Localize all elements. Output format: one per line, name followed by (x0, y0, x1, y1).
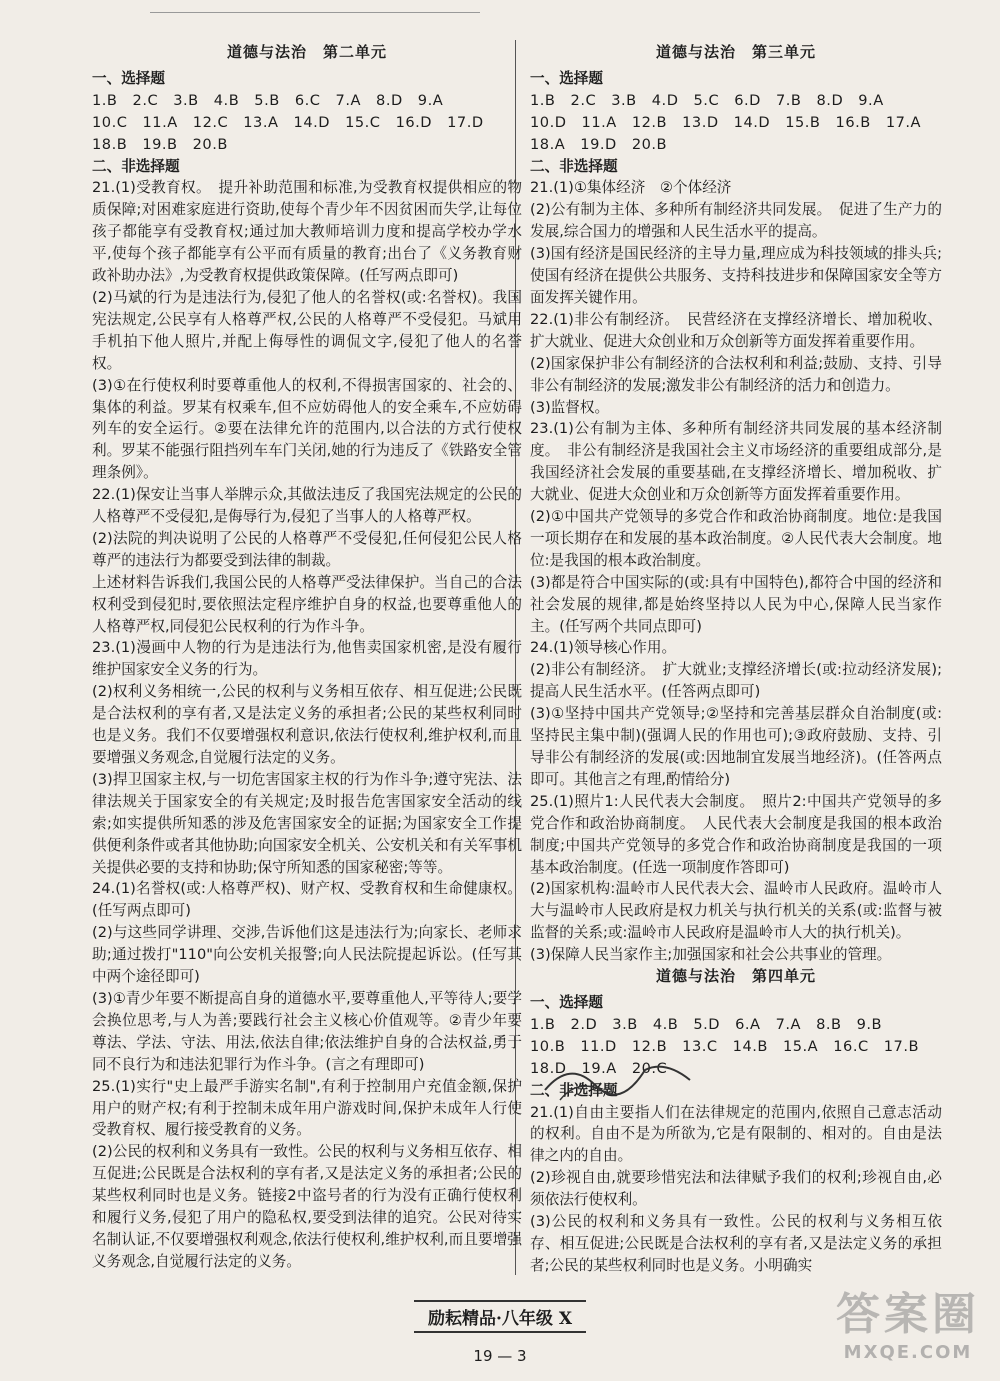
choice-answers: 18.A 19.D 20.B (530, 135, 668, 153)
answer-paragraph: (2)国家保护非公有制经济的合法权利和利益;鼓励、支持、引导非公有制经济的发展;激发非公有制经济的活力和创造力。 (530, 354, 942, 394)
section-heading: 二、非选择题 (530, 1081, 618, 1099)
choice-answers: 10.C 11.A 12.C 13.A 14.D 15.C 16.D 17.D (92, 113, 484, 131)
answer-paragraph: (3)公民的权利和义务具有一致性。公民的权利与义务相互依存、相互促进;公民既是合法权利的享有者,又是法定义务的承担者;公民的某些权利同时也是义务。小明确实 (530, 1213, 942, 1274)
answer-paragraph: 上述材料告诉我们,我国公民的人格尊严受法律保护。当自己的合法权利受到侵犯时,要依照法定程序维护自身的权益,也要尊重他人的人格尊严权,同侵犯公民权利的行为作斗争。 (92, 573, 522, 635)
watermark-title: 答案圈 (836, 1289, 980, 1340)
answer-paragraph: (2)与这些同学讲理、交涉,告诉他们这是违法行为;向家长、老师求助;通过拨打"110"向公安机关报警;向人民法院提起诉讼。(任写其中两个途径即可) (92, 924, 522, 986)
choice-answers: 18.D 19.A 20.C (530, 1059, 668, 1077)
answer-paragraph: 23.(1)公有制为主体、多种所有制经济共同发展的基本经济制度。 非公有制经济是我国社会主义市场经济的重要组成部分,是我国经济社会发展的重要基础,在支撑经济增长、增加税收、扩大就业、促进大众创业和万众创新等方面发挥着重要作用。 (530, 420, 942, 504)
answer-paragraph: 24.(1)领导核心作用。 (530, 639, 677, 657)
section-heading: 一、选择题 (530, 993, 603, 1011)
unit-title: 道德与法治 第三单元 (655, 43, 816, 61)
choice-answers: 1.B 2.D 3.B 4.B 5.D 6.A 7.A 8.B 9.B (530, 1015, 883, 1033)
choice-answers: 1.B 2.C 3.B 4.D 5.C 6.D 7.B 8.D 9.A (530, 91, 884, 109)
answer-paragraph: (3)捍卫国家主权,与一切危害国家主权的行为作斗争;遵守宪法、法律法规关于国家安全的有关规定;及时报告危害国家安全活动的线索;如实提供所知悉的涉及危害国家安全的证据;为国家安全工作提供便利条件或者其他协助;向国家安全机关、公安机关和有关军事机关提供必要的支持和协助;保守所知悉的国家秘密;等等。 (92, 770, 522, 876)
page-number: 19 — 3 (473, 1347, 527, 1365)
answer-paragraph: 25.(1)照片1:人民代表大会制度。 照片2:中国共产党领导的多党合作和政治协商制度。 人民代表大会制度是我国的根本政治制度;中国共产党领导的多党合作和政治协商制度是我国的一项基本政治制度。(任选一项制度作答即可) (530, 792, 942, 876)
answer-paragraph: (2)马斌的行为是违法行为,侵犯了他人的名誉权(或:名誉权)。我国宪法规定,公民享有人格尊严权,公民的人格尊严不受侵犯。马斌用手机拍下他人照片,并配上侮辱性的调侃文字,侵犯了他人的名誉权。 (92, 288, 522, 372)
answer-paragraph: (2)国家机构:温岭市人民代表大会、温岭市人民政府。温岭市人大与温岭市人民政府是权力机关与执行机关的关系(或:监督与被监督的关系;或:温岭市人民政府是温岭市人大的执行机关)。 (530, 880, 942, 942)
section-heading: 二、非选择题 (530, 157, 618, 175)
section-heading: 二、非选择题 (92, 157, 180, 175)
answer-paragraph: (3)国有经济是国民经济的主导力量,理应成为科技领域的排头兵;使国有经济在提供公共服务、支持科技进步和保障国家安全等方面发挥关键作用。 (530, 245, 942, 306)
answer-paragraph: (2)非公有制经济。 扩大就业;支撑经济增长(或:拉动经济发展);提高人民生活水平。(任答两点即可) (530, 661, 942, 701)
choice-answers: 18.B 19.B 20.B (92, 135, 228, 153)
answer-paragraph: (2)法院的判决说明了公民的人格尊严不受侵犯,任何侵犯公民人格尊严的违法行为都要受到法律的制裁。 (92, 529, 522, 569)
brand-label: 励耘精品·八年级 X (414, 1300, 586, 1333)
answer-paragraph: 24.(1)名誉权(或:人格尊严权)、财产权、受教育权和生命健康权。(任写两点即可) (92, 880, 522, 920)
answer-paragraph: (3)保障人民当家作主;加强国家和社会公共事业的管理。 (530, 946, 892, 964)
answer-paragraph: (2)①中国共产党领导的多党合作和政治协商制度。地位:是我国一项长期存在和发展的基本政治制度。②人民代表大会制度。地位:是我国的根本政治制度。 (530, 508, 942, 569)
answer-paragraph: (2)公有制为主体、多种所有制经济共同发展。 促进了生产力的发展,综合国力的增强和人民生活水平的提高。 (530, 201, 942, 241)
answer-paragraph: (3)监督权。 (530, 398, 610, 416)
answer-paragraph: (3)①青少年要不断提高自身的道德水平,要尊重他人,平等待人;要学会换位思考,与人为善;要践行社会主义核心价值观等。②青少年要尊法、学法、守法、用法,依法自律;依法维护自身的合法权益,勇于同不良行为和违法犯罪行为作斗争。(言之有理即可) (92, 989, 522, 1073)
unit-title: 道德与法治 第四单元 (655, 967, 816, 986)
answer-paragraph: (2)公民的权利和义务具有一致性。公民的权利与义务相互依存、相互促进;公民既是合法权利的享有者,又是法定义务的承担者;公民的某些权利同时也是义务。链接2中盗号者的行为没有正确行使权利和履行义务,侵犯了用户的隐私权,要受到法律的追究。公民对待实名制认证,不仅要增强权利观念,依法行使权利,维护权利,而且要增强义务观念,自觉履行法定的义务。 (92, 1143, 522, 1270)
answer-paragraph: 25.(1)实行"史上最严手游实名制",有利于控制用户充值金额,保护用户的财产权;有利于控制未成年用户游戏时间,保护未成年人行使受教育权、履行接受教育的义务。 (92, 1077, 522, 1139)
choice-answers: 10.D 11.A 12.B 13.D 14.D 15.B 16.B 17.A (530, 113, 922, 131)
left-column (92, 42, 522, 1273)
answer-paragraph: (2)权利义务相统一,公民的权利与义务相互依存、相互促进;公民既是合法权利的享有者,又是法定义务的承担者;公民的某些权利同时也是义务。我们不仅要增强权利意识,依法行使权利,维护权利,而且要增强义务观念,自觉履行法定的义务。 (92, 683, 522, 766)
choice-answers: 10.B 11.D 12.B 13.C 14.B 15.A 16.C 17.B (530, 1037, 919, 1055)
handwritten-scribble (540, 1040, 700, 1110)
watermark-url: MXQE.COM (843, 1342, 973, 1363)
answer-paragraph: 23.(1)漫画中人物的行为是违法行为,他售卖国家机密,是没有履行维护国家安全义务的行为。 (92, 639, 522, 679)
answer-paragraph: 21.(1)受教育权。 提升补助范围和标准,为受教育权提供相应的物质保障;对困难家庭进行资助,使每个青少年不因贫困而失学,让每位孩子都能享有受教育权;通过加大教师培训力度和提高学校办学水平,使每个孩子都能享有公平而有质量的教育;出台了《义务教育财政补助办法》,为受教育权提供政策保障。(任写两点即可) (92, 179, 522, 285)
answer-paragraph: 22.(1)非公有制经济。 民营经济在支撑经济增长、增加税收、扩大就业、促进大众创业和万众创新等方面发挥着重要作用。 (530, 310, 942, 350)
answer-paragraph: (2)珍视自由,就要珍惜宪法和法律赋予我们的权利;珍视自由,必须依法行使权利。 (530, 1169, 942, 1209)
answer-paragraph: 21.(1)自由主要指人们在法律规定的范围内,依照自己意志活动的权利。自由不是为所欲为,它是有限制的、相对的。自由是法律之内的自由。 (530, 1103, 942, 1165)
answer-paragraph: 22.(1)保安让当事人举牌示众,其做法违反了我国宪法规定的公民的人格尊严不受侵犯,是侮辱行为,侵犯了当事人的人格尊严权。 (92, 486, 522, 526)
top-rule (150, 12, 480, 13)
answer-paragraph: (3)①坚持中国共产党领导;②坚持和完善基层群众自治制度(或:坚持民主集中制)(强调人民的作用也可);③政府鼓励、支持、引导非公有制经济的发展(或:因地制宜发展当地经济)。(任答两点即可。其他言之有理,酌情给分) (530, 705, 942, 788)
section-heading: 一、选择题 (92, 69, 165, 87)
unit-title: 道德与法治 第二单元 (226, 43, 387, 61)
section-heading: 一、选择题 (530, 69, 603, 87)
answer-paragraph: 21.(1)①集体经济 ②个体经济 (530, 179, 732, 197)
answer-paragraph: (3)都是符合中国实际的(或:具有中国特色),都符合中国的经济和社会发展的规律,都是始终坚持以人民为中心,保障人民当家作主。(任写两个共同点即可) (530, 573, 942, 635)
answer-paragraph: (3)①在行使权利时要尊重他人的权利,不得损害国家的、社会的、集体的利益。罗某有权乘车,但不应妨碍他人的安全乘车,不应妨碍列车的安全运行。②要在法律允许的范围内,以合法的方式行使权利。罗某不能强行阻挡列车车门关闭,她的行为违反了《铁路安全管理条例》。 (92, 376, 522, 482)
choice-answers: 1.B 2.C 3.B 4.B 5.B 6.C 7.A 8.D 9.A (92, 91, 444, 109)
site-watermark (836, 1278, 980, 1363)
